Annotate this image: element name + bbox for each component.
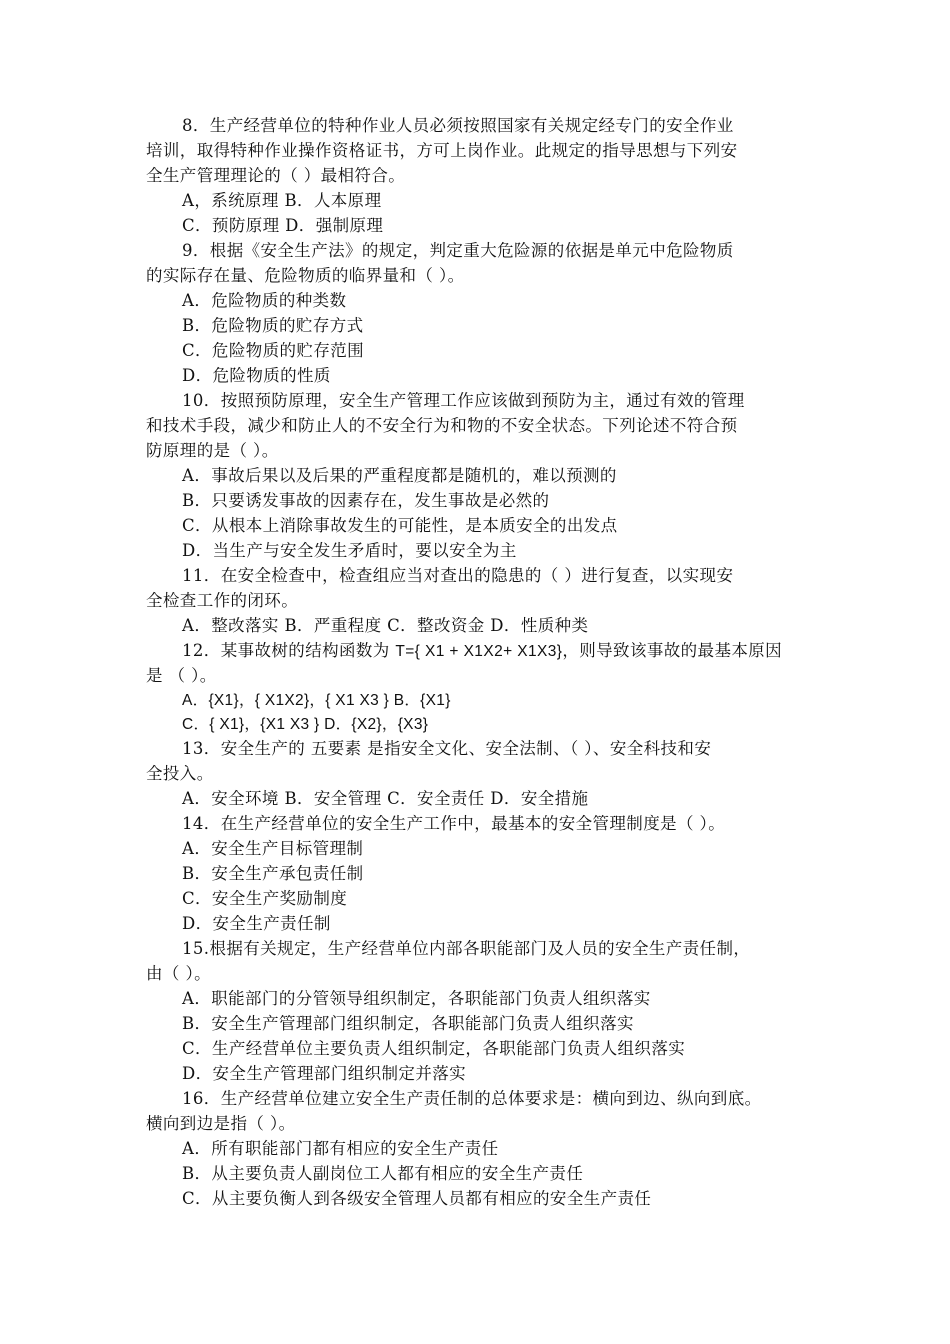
text-line: C．从根本上消除事故发生的可能性，是本质安全的出发点 xyxy=(182,516,618,535)
text-line: 防原理的是（ ）。 xyxy=(146,441,279,460)
text-line: 全检查工作的闭环。 xyxy=(146,591,299,610)
text-line: 13．安全生产的 五要素 是指安全文化、安全法制、（ ）、安全科技和安 xyxy=(182,739,712,758)
questions-8-to-11 xyxy=(146,113,814,638)
text-line: 由（ ）。 xyxy=(146,964,211,983)
text-line: D．当生产与安全发生矛盾时，要以安全为主 xyxy=(182,541,517,560)
text-line: 14．在生产经营单位的安全生产工作中，最基本的安全管理制度是（ ）。 xyxy=(182,814,726,833)
text-line: A．事故后果以及后果的严重程度都是随机的，难以预测的 xyxy=(182,466,617,485)
question-12-options-cd: C．{ X1}，{X1 X3 } D．{X2}，{X3} xyxy=(182,716,429,733)
q12-stem-text: 12．某事故树的结构函数为 xyxy=(182,641,396,660)
question-12-stem-cont: 是 （ ）。 xyxy=(146,666,217,685)
text-line: A．所有职能部门都有相应的安全生产责任 xyxy=(182,1139,499,1158)
text-line: D．安全生产责任制 xyxy=(182,914,331,933)
text-line: A．危险物质的种类数 xyxy=(182,291,347,310)
text-line: B．危险物质的贮存方式 xyxy=(182,316,364,335)
text-line: 15.根据有关规定，生产经营单位内部各职能部门及人员的安全生产责任制， xyxy=(182,939,751,958)
document-page xyxy=(146,113,814,1211)
question-12-options-ab: A．{X1}，{ X1X2}，{ X1 X3 } B．{X1} xyxy=(182,692,451,709)
text-line: C．从主要负衡人到各级安全管理人员都有相应的安全生产责任 xyxy=(182,1189,652,1208)
text-line: 的实际存在量、危险物质的临界量和（ ）。 xyxy=(146,266,465,285)
text-line: 11．在安全检查中，检查组应当对查出的隐患的（ ）进行复查，以实现安 xyxy=(182,566,734,585)
text-line: 和技术手段，减少和防止人的不安全行为和物的不安全状态。下列论述不符合预 xyxy=(146,416,738,435)
text-line: 16．生产经营单位建立安全生产责任制的总体要求是：横向到边、纵向到底。 xyxy=(182,1089,762,1108)
text-line: D．危险物质的性质 xyxy=(182,366,331,385)
text-line: D．安全生产管理部门组织制定并落实 xyxy=(182,1064,467,1083)
question-12 xyxy=(146,638,814,736)
text-line: B．从主要负责人副岗位工人都有相应的安全生产责任 xyxy=(182,1164,584,1183)
text-line: A．安全生产目标管理制 xyxy=(182,839,364,858)
text-line: 9．根据《安全生产法》的规定，判定重大危险源的依据是单元中危险物质 xyxy=(182,241,734,260)
text-line: 横向到边是指（ ）。 xyxy=(146,1114,296,1133)
question-12-stem xyxy=(146,638,814,663)
text-line: B．安全生产管理部门组织制定，各职能部门负责人组织落实 xyxy=(182,1014,634,1033)
questions-13-to-16 xyxy=(146,736,814,1211)
text-line: 全投入。 xyxy=(146,764,214,783)
text-line: 全生产管理理论的（ ）最相符合。 xyxy=(146,166,406,185)
text-line: C．安全生产奖励制度 xyxy=(182,889,348,908)
text-line: 8．生产经营单位的特种作业人员必须按照国家有关规定经专门的安全作业 xyxy=(182,116,734,135)
text-line: C．预防原理 D．强制原理 xyxy=(182,216,384,235)
text-line: B．只要诱发事故的因素存在，发生事故是必然的 xyxy=(182,491,550,510)
fault-tree-function: T={ X1 + X1X2+ X1X3} xyxy=(395,643,563,660)
text-line: A．职能部门的分管领导组织制定，各职能部门负责人组织落实 xyxy=(182,989,651,1008)
text-line: A．安全环境 B．安全管理 C．安全责任 D．安全措施 xyxy=(182,789,589,808)
q12-stem-tail: ，则导致该事故的最基本原因 xyxy=(562,641,783,660)
text-line: A，系统原理 B．人本原理 xyxy=(182,191,382,210)
text-line: 培训，取得特种作业操作资格证书，方可上岗作业。此规定的指导思想与下列安 xyxy=(146,141,738,160)
text-line: B．安全生产承包责任制 xyxy=(182,864,364,883)
text-line: C．生产经营单位主要负责人组织制定，各职能部门负责人组织落实 xyxy=(182,1039,686,1058)
text-line: C．危险物质的贮存范围 xyxy=(182,341,365,360)
text-line: A．整改落实 B．严重程度 C．整改资金 D．性质种类 xyxy=(182,616,589,635)
text-line: 10．按照预防原理，安全生产管理工作应该做到预防为主，通过有效的管理 xyxy=(182,391,745,410)
